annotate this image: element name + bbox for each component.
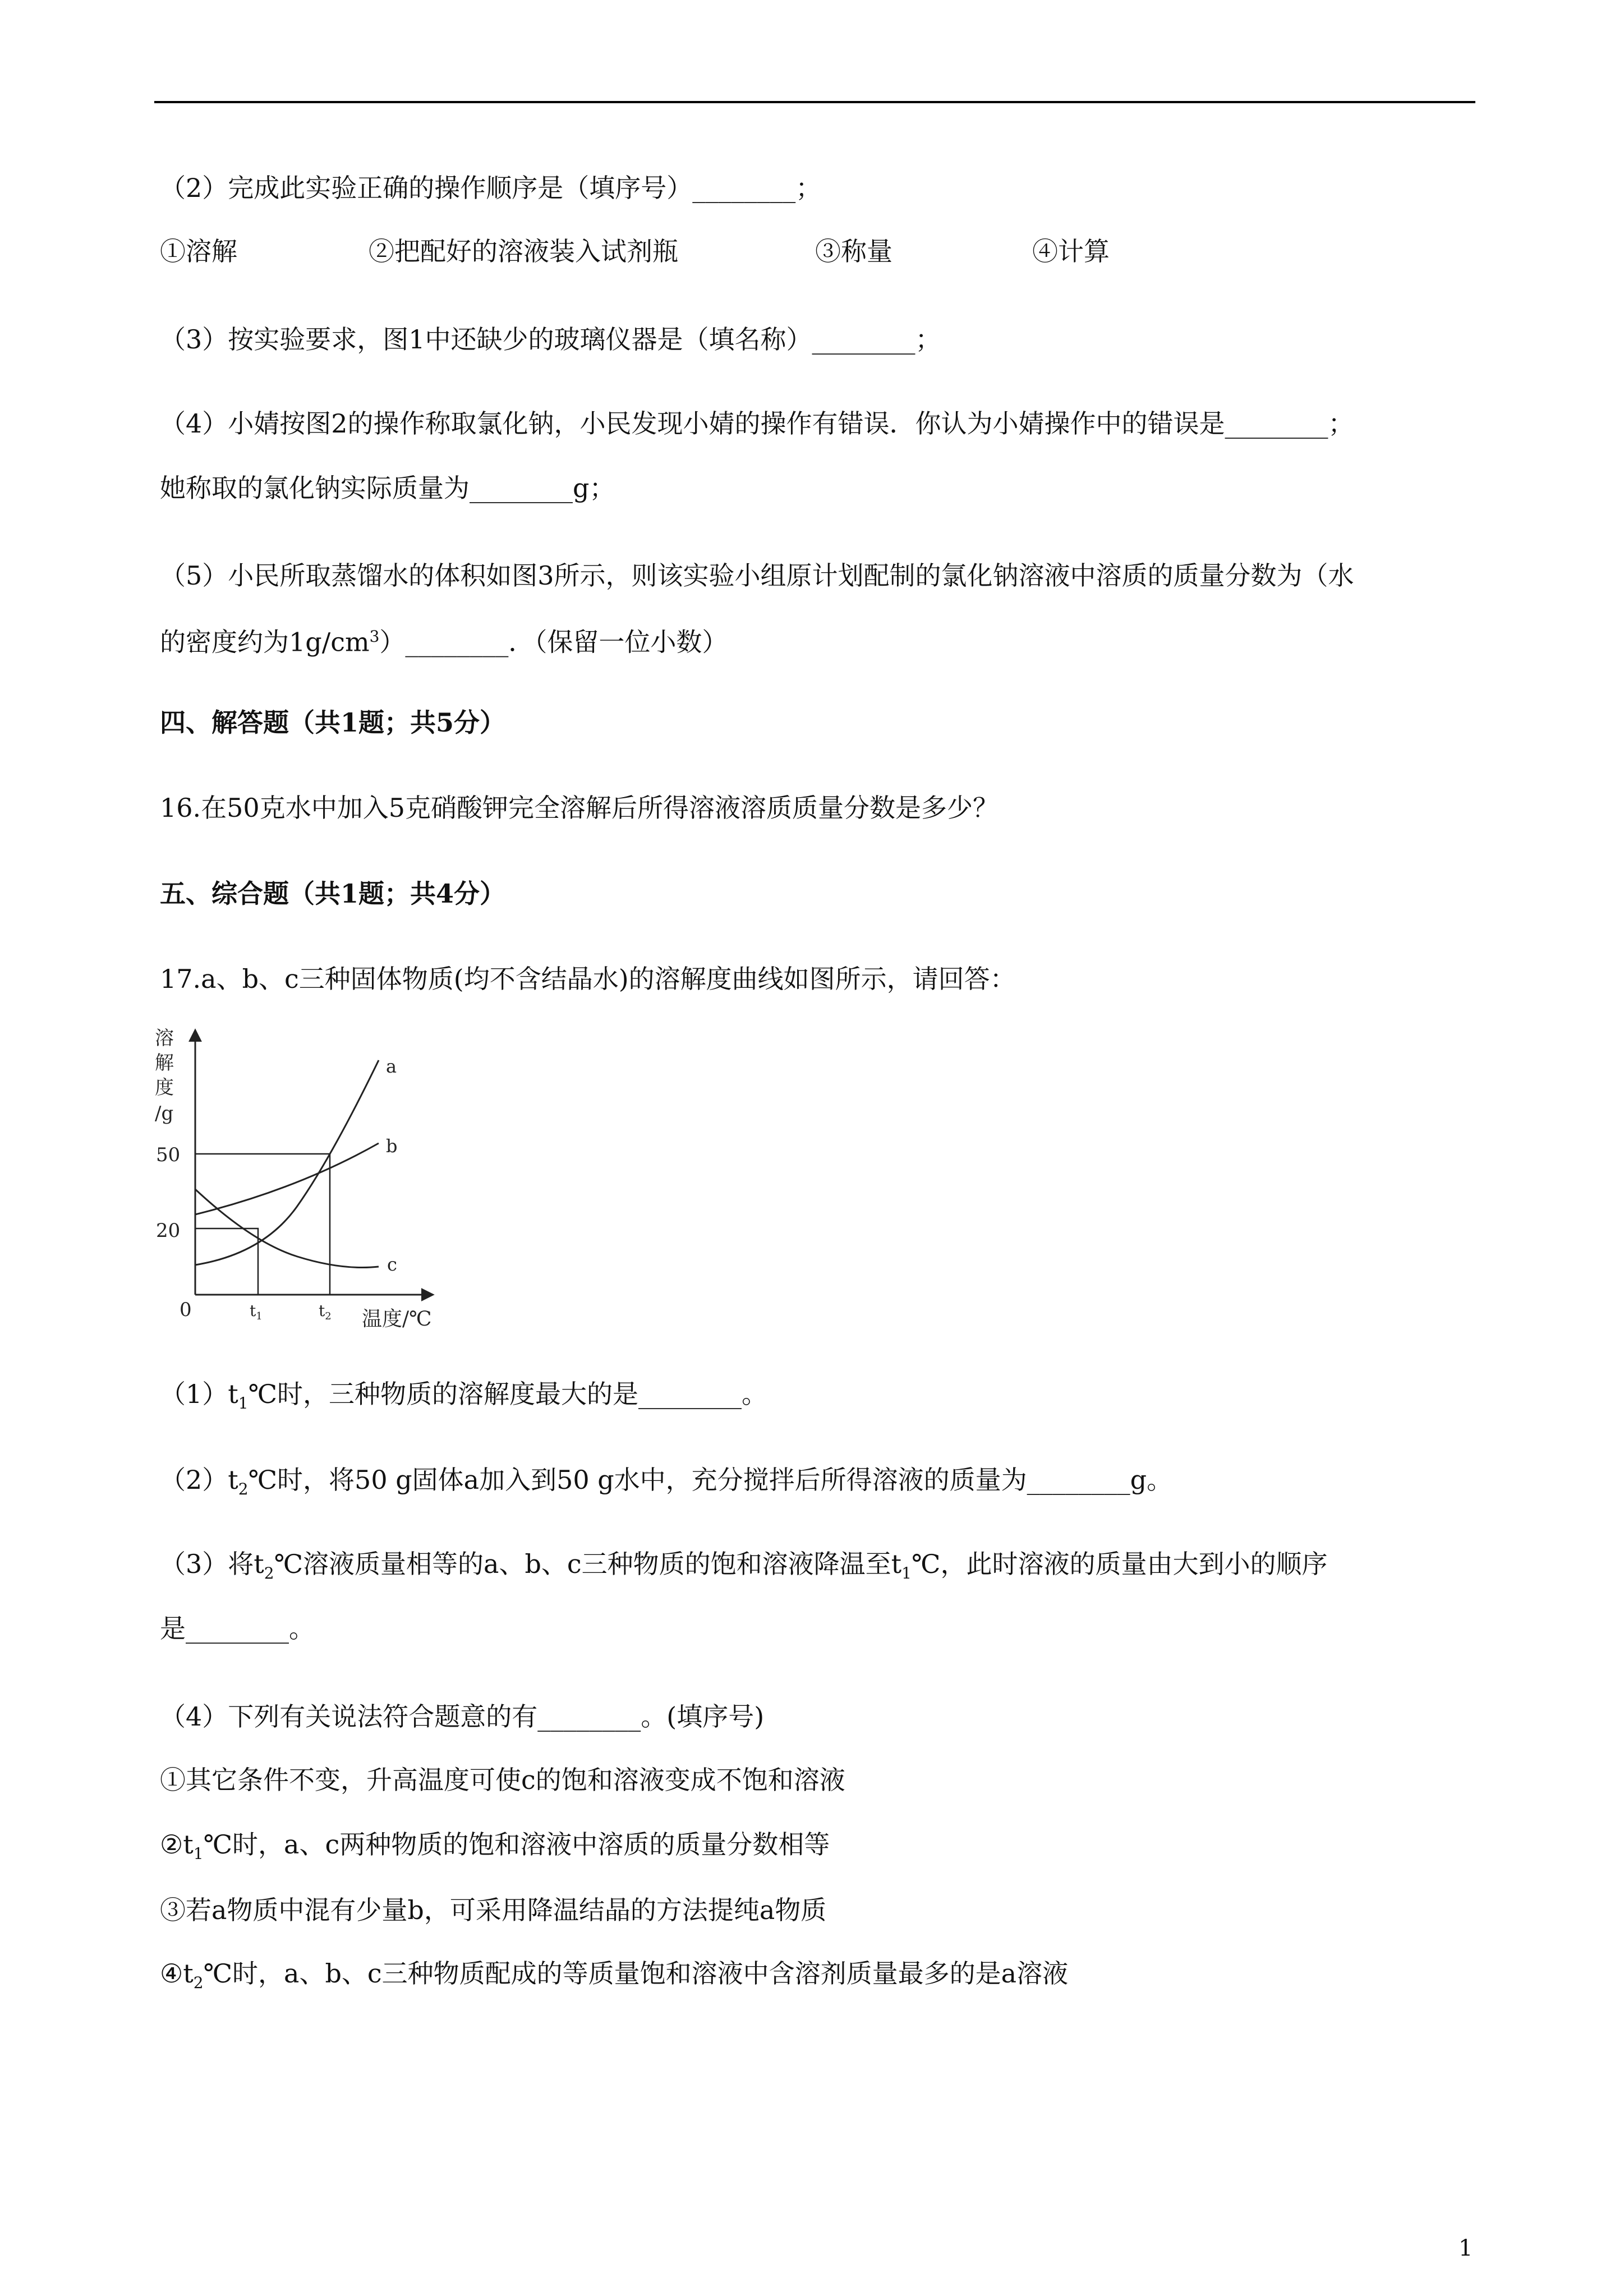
y-tick-50: 50	[156, 1144, 181, 1166]
series-c-label: c	[387, 1254, 397, 1275]
question-17-part-3-line2: 是________。	[160, 1613, 315, 1644]
series-a-curve	[195, 1060, 379, 1265]
x-tick-t1: $t_1$	[250, 1301, 263, 1322]
x-axis-label: 温度/℃	[362, 1308, 432, 1331]
y-label-line2: 解	[155, 1052, 174, 1074]
option-4: ④计算	[1032, 236, 1110, 266]
question-15-part-2: （2）完成此实验正确的操作顺序是（填序号）________；	[160, 173, 822, 203]
series-a-label: a	[386, 1056, 397, 1077]
choice-1: ①其它条件不变，升高温度可使c的饱和溶液变成不饱和溶液	[160, 1765, 845, 1795]
question-17-part-1: $(1)t_1℃$时，三种物质的溶解度最大的是________。	[160, 1379, 768, 1413]
question-17: 17.a、b、c三种固体物质(均不含结晶水)的溶解度曲线如图所示，请回答：	[160, 964, 1016, 994]
question-17-part-2: $(2)t_2℃$时，将50 g固体a加入到50 g水中，充分搅拌后所得溶液的质量为________g。	[160, 1465, 1173, 1499]
solubility-curve-chart	[151, 1021, 466, 1335]
guide-50-t2	[195, 1154, 330, 1295]
question-17-part-3-line1: （3）将$t_2℃$溶液质量相等的a、b、c三种物质的饱和溶液降温至$t_1℃$，此时溶液的质量由大到小的顺序	[160, 1549, 1328, 1583]
y-tick-20: 20	[156, 1220, 181, 1242]
y-label-line4: /g	[155, 1102, 174, 1125]
option-2: ②把配好的溶液装入试剂瓶	[369, 236, 678, 266]
question-15-part-5-line2: 的密度约为$1g/cm^3)\_\_\_\_\_\_\_\_$．（保留一位小数）	[160, 627, 728, 657]
question-15-part-4-line1: （4）小婧按图2的操作称取氯化钠，小民发现小婧的操作有错误．你认为小婧操作中的错误是________；	[160, 408, 1354, 439]
header-rule	[154, 101, 1475, 103]
section-5-heading: 五、综合题（共1题；共4分）	[160, 878, 506, 909]
y-label-line1: 溶	[155, 1027, 174, 1050]
question-15-part-4-line2: 她称取的氯化钠实际质量为________g；	[160, 473, 615, 503]
guide-20-t1	[195, 1228, 258, 1295]
page-number: 1	[1459, 2235, 1473, 2261]
question-15-part-3: （3）按实验要求，图1中还缺少的玻璃仪器是（填名称）________；	[160, 324, 941, 355]
question-16: 16.在50克水中加入5克硝酸钾完全溶解后所得溶液溶质质量分数是多少？	[160, 793, 999, 823]
question-15-part-5-line1: （5）小民所取蒸馏水的体积如图3所示，则该实验小组原计划配制的氯化钠溶液中溶质的质量分数为（水	[160, 560, 1354, 591]
choice-4: $④t_2℃$时，a、b、c三种物质配成的等质量饱和溶液中含溶剂质量最多的是a溶液	[160, 1958, 1069, 1993]
choice-3: ③若a物质中混有少量b，可采用降温结晶的方法提纯a物质	[160, 1895, 827, 1925]
section-4-heading: 四、解答题（共1题；共5分）	[160, 707, 506, 738]
option-1: ①溶解	[160, 236, 237, 266]
y-label-line3: 度	[155, 1076, 174, 1099]
x-tick-t2: $t_2$	[319, 1301, 332, 1322]
x-tick-0: 0	[180, 1299, 192, 1321]
choice-2: $②t_1℃$时，a、c两种物质的饱和溶液中溶质的质量分数相等	[160, 1829, 830, 1864]
option-3: ③称量	[815, 236, 892, 266]
series-b-label: b	[386, 1135, 398, 1157]
question-17-part-4: （4）下列有关说法符合题意的有________。(填序号)	[160, 1701, 765, 1732]
